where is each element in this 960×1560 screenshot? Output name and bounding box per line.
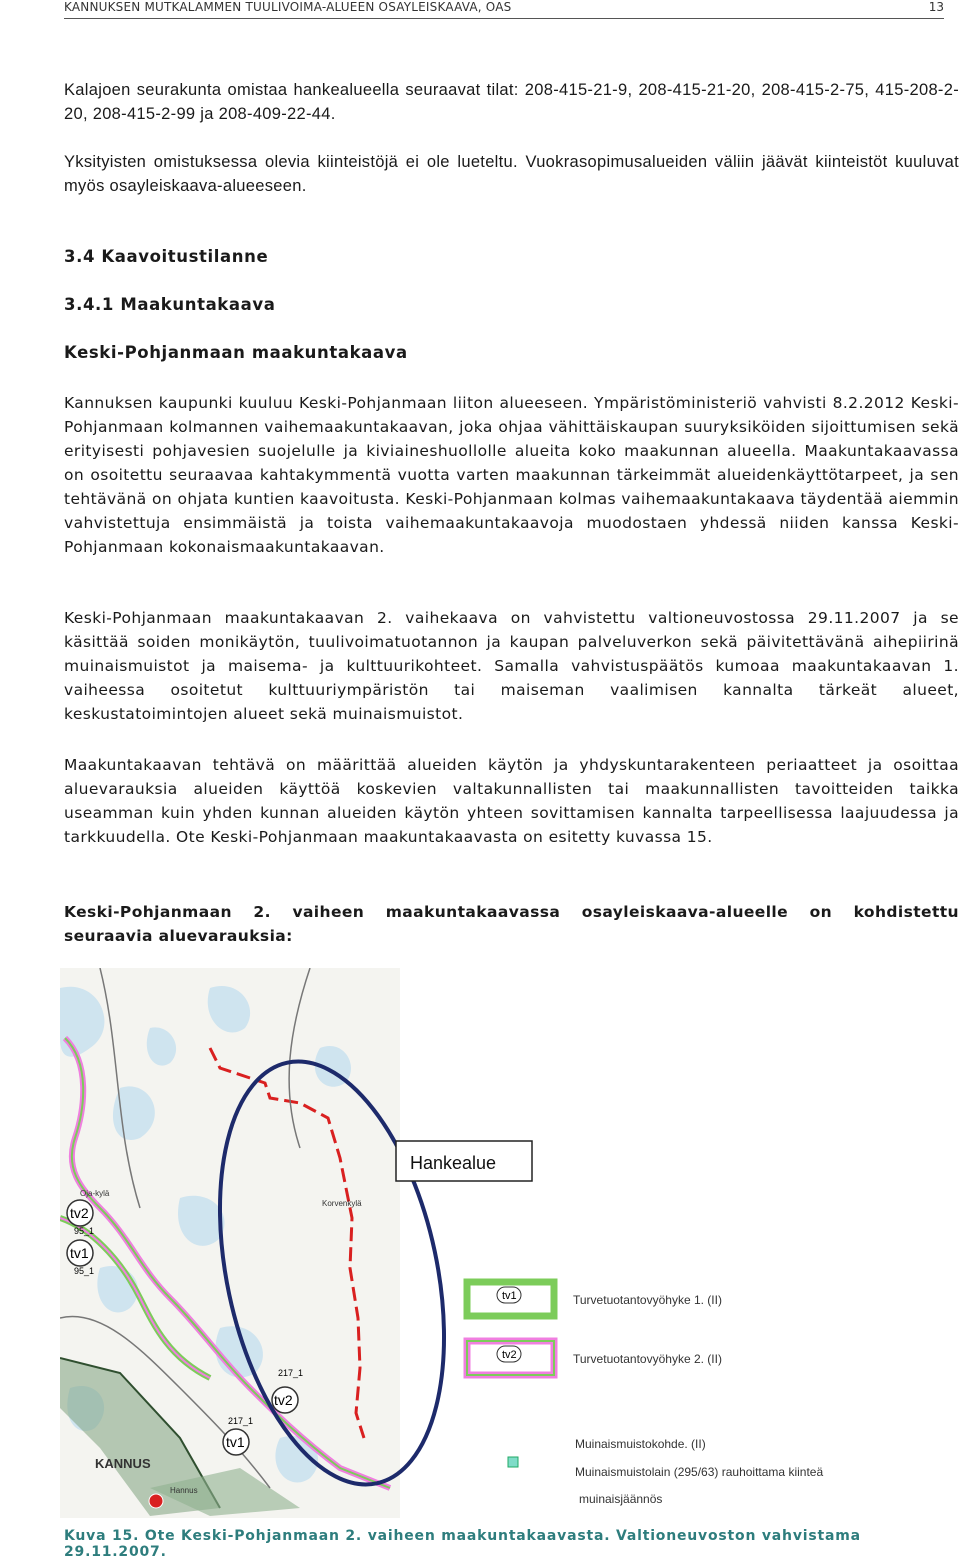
- label-95-a: 95_1: [74, 1226, 95, 1236]
- label-tv2-a: tv2: [70, 1205, 89, 1221]
- paragraph-maakuntakaava-intro: Kannuksen kaupunki kuuluu Keski-Pohjanmaan liiton alueeseen. Ympäristöministeriö vahvisti 8.2.2012 Keski-Pohjanmaan kolmannen vaihemaakuntakaavan, joka ohjaa vähittäiskaupan suuryksiköiden sijoittumisen sekä erityisesti pohjavesien suojelulle ja kiviaineshuollolle alueita koko maakunnan alueella. Maakuntakaavassa on osoitettu seuraavaa kahtakymmentä vuotta varten maakunnan tärkeimmät alueidenkäyttötarpeet, ja sen tehtävänä on ohjata kuntien kaavoitusta. Keski-Pohjanmaan kolmas vaihemaakuntakaava täydentää aiemmin vahvistettuja ensimmäistä ja toista vaihemaakuntakaavoja muodostaen yhdessä niiden kanssa Keski-Pohjanmaan kokonaismaakuntakaavan.: [64, 394, 959, 556]
- legend-tv2-symbol: tv2: [502, 1349, 517, 1361]
- heading-maakuntakaava: 3.4.1 Maakuntakaava: [64, 295, 276, 314]
- heading-kaavoitustilanne: 3.4 Kaavoitustilanne: [64, 247, 269, 266]
- label-ojakyla: Oja-kylä: [80, 1189, 110, 1198]
- figure-caption: Kuva 15. Ote Keski-Pohjanmaan 2. vaiheen maakuntakaavasta. Valtioneuvoston vahvistama 29.11.2007.: [64, 1528, 861, 1560]
- label-korvenkyla: Korvenkylä: [322, 1199, 362, 1208]
- label-217-a: 217_1: [278, 1368, 304, 1378]
- legend-muinais-square: [508, 1457, 518, 1467]
- document-title: KANNUKSEN MUTKALAMMEN TUULIVOIMA-ALUEEN OSAYLEISKAAVA, OAS: [64, 0, 512, 14]
- legend-tv1: [467, 1282, 722, 1316]
- map-legend: [467, 1282, 823, 1506]
- legend-tv1-symbol: tv1: [502, 1290, 517, 1302]
- legend-muinaismuistolaki-text: Muinaismuistolain (295/63) rauhoittama kiinteä: [575, 1465, 824, 1479]
- page-number: 13: [928, 0, 944, 14]
- label-tv1-a: tv1: [70, 1245, 89, 1261]
- kannus-marker: [149, 1494, 163, 1508]
- legend-muinaisjaannos-text: muinaisjäännös: [579, 1492, 663, 1506]
- heading-keski-pohjanmaan-maakuntakaava: Keski-Pohjanmaan maakuntakaava: [64, 343, 408, 362]
- paragraph-aluevaraukset: Keski-Pohjanmaan 2. vaiheen maakuntakaavassa osayleiskaava-alueelle on kohdistettu seuraavia aluevarauksia:: [64, 903, 959, 945]
- legend-tv1-text: Turvetuotantovyöhyke 1. (II): [573, 1293, 722, 1307]
- paragraph-private-properties: Yksityisten omistuksessa olevia kiinteistöjä ei ole lueteltu. Vuokrasopimusalueiden väliin jäävät kiinteistöt kuuluvat myös osayleiskaava-alueeseen.: [64, 153, 959, 195]
- label-tv1-b: tv1: [226, 1434, 245, 1450]
- legend-muinaismuistokohde: [508, 1437, 823, 1506]
- label-hannus: Hannus: [170, 1486, 198, 1495]
- label-95-b: 95_1: [74, 1266, 95, 1276]
- label-217-b: 217_1: [228, 1416, 254, 1426]
- label-kannus: KANNUS: [95, 1456, 151, 1471]
- regional-plan-map: [60, 968, 960, 1518]
- legend-muinaismuisto-text: Muinaismuistokohde. (II): [575, 1437, 706, 1451]
- paragraph-owned-lots: Kalajoen seurakunta omistaa hankealueella seuraavat tilat: 208-415-21-9, 208-415-21-20, 208-415-2-75, 415-208-2-20, 208-415-2-99 ja 208-409-22-44.: [64, 81, 959, 123]
- legend-tv2-text: Turvetuotantovyöhyke 2. (II): [573, 1352, 722, 1366]
- paragraph-vaihekaava-2: Keski-Pohjanmaan maakuntakaavan 2. vaihekaava on vahvistettu valtioneuvostossa 29.11.2007 ja se käsittää soiden monikäytön, tuulivoimatuotannon ja kaupan palveluverkon sekä päivitettävänä aihepiirinä muinaismuistot ja maisema- ja kulttuurikohteet. Samalla vahvistuspäätös kumoaa maakuntakaavan 1. vaiheessa osoitetut kulttuuriympäristön tai maiseman vaalimisen kannalta tärkeät alueet, keskustatoimintojen alueet sekä muinaismuistot.: [64, 609, 959, 723]
- hankealue-label: Hankealue: [410, 1153, 497, 1173]
- paragraph-maakuntakaava-tehtava: Maakuntakaavan tehtävä on määrittää alueiden käytön ja yhdyskuntarakenteen periaatteet ja osoittaa aluevarauksia alueiden käyttöä koskevien valtakunnallisten tai maakunnallisten tavoitteiden taikka useamman kuin yhden kunnan alueiden käytön yhteen sovittamisen kannalta tarpeellisessa laajuudessa ja tarkkuudella. Ote Keski-Pohjanmaan maakuntakaavasta on esitetty kuvassa 15.: [64, 756, 959, 846]
- label-tv2-b: tv2: [274, 1392, 293, 1408]
- page-header: [64, 0, 944, 19]
- legend-tv2: [467, 1341, 722, 1375]
